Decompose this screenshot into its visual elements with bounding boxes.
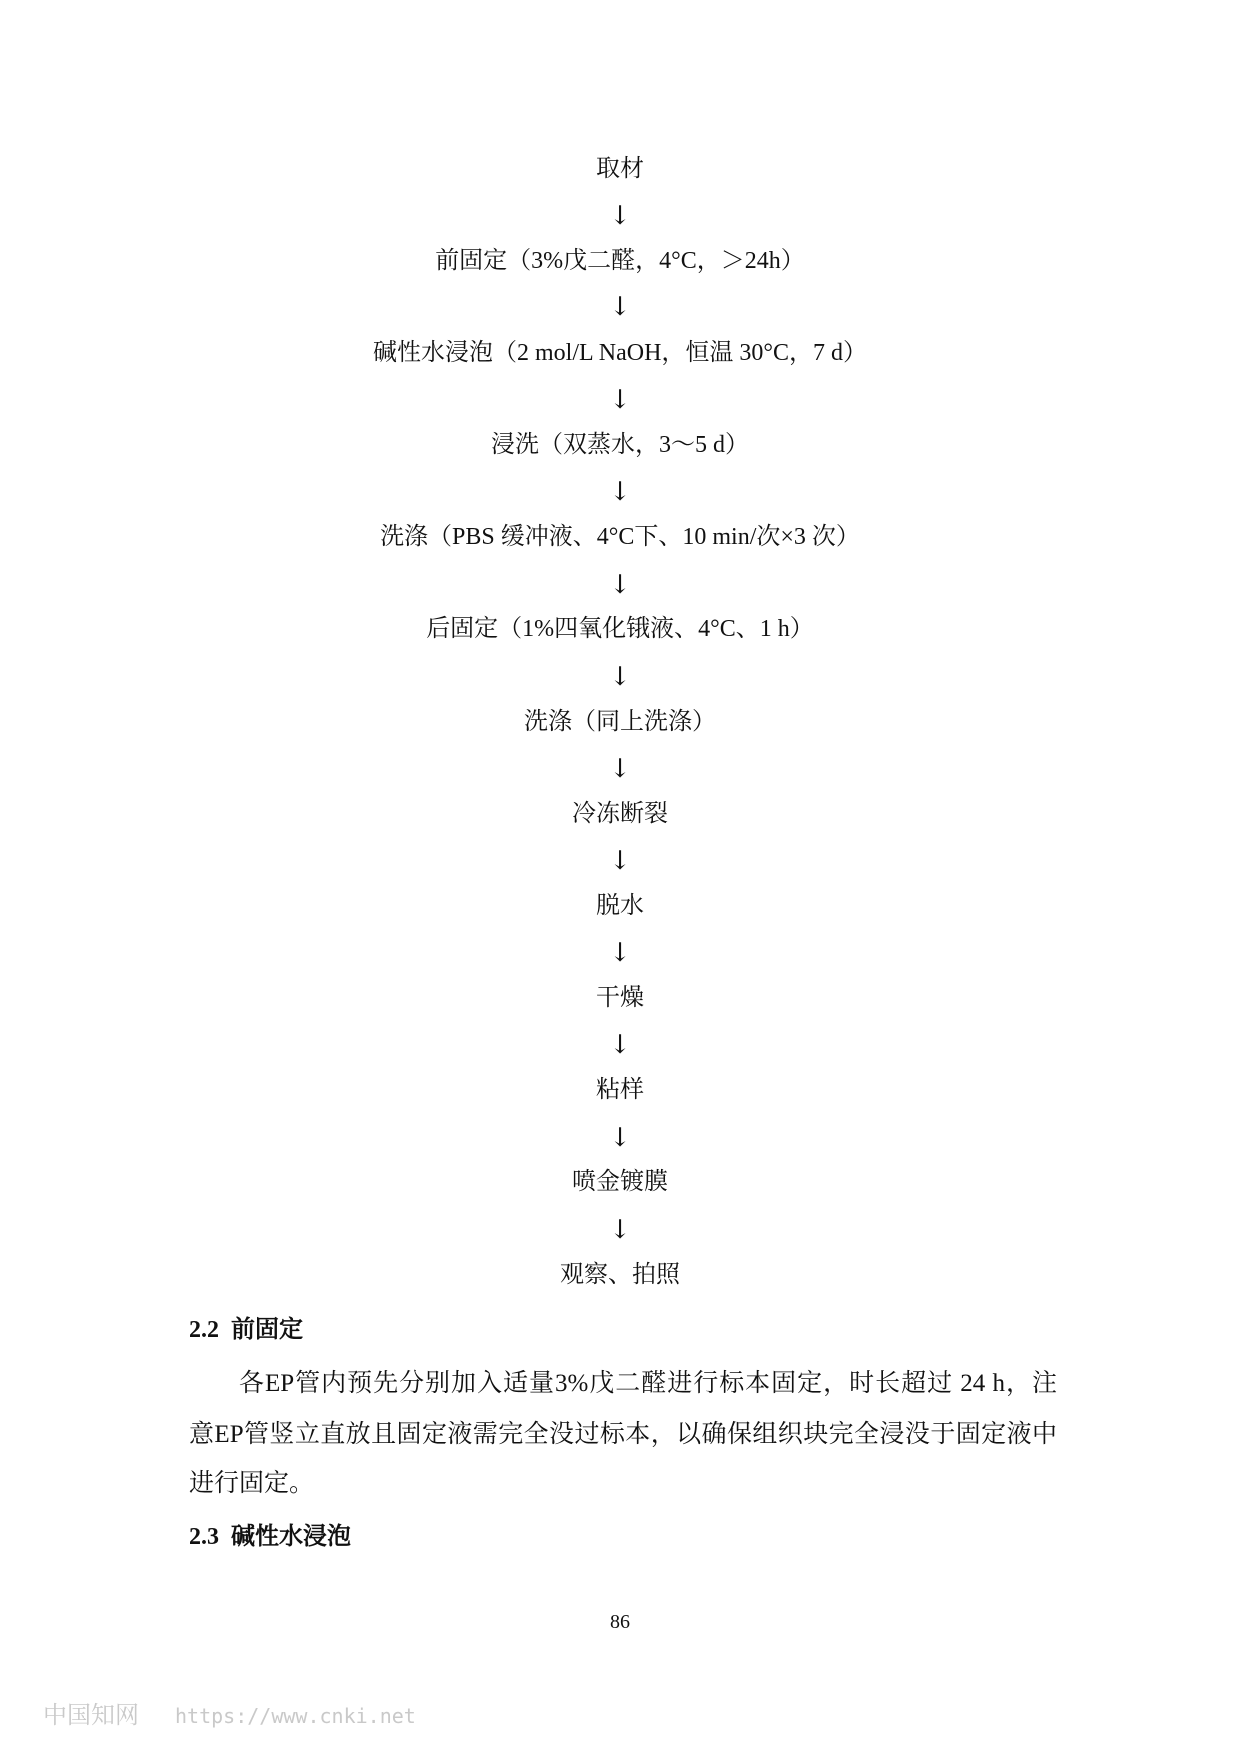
paragraph-line-3: 进行固定。 — [189, 1470, 315, 1497]
down-arrow-icon: ↓ — [609, 477, 631, 507]
section-title: 碱性水浸泡 — [231, 1524, 351, 1550]
flow-step-prefixation: 前固定（3%戊二醛，4°C，＞24h） — [435, 248, 805, 274]
flow-step-sampling: 取材 — [596, 156, 644, 182]
flow-step-wash-pbs: 洗涤（PBS 缓冲液、4°C下、10 min/次×3 次） — [380, 524, 860, 550]
watermark-url: https://www.cnki.net — [175, 1704, 416, 1728]
flow-step-alkaline-soak: 碱性水浸泡（2 mol/L NaOH，恒温 30°C，7 d） — [372, 340, 868, 366]
watermark-brand: 中国知网 — [43, 1701, 139, 1729]
flow-step-freeze-fracture: 冷冻断裂 — [572, 801, 668, 827]
flow-step-wash-repeat: 洗涤（同上洗涤） — [524, 709, 716, 735]
section-number: 2.3 — [189, 1524, 219, 1550]
section-title: 前固定 — [231, 1317, 303, 1343]
paragraph-line-2: 意EP管竖立直放且固定液需完全没过标本，以确保组织块完全浸没于固定液中 — [189, 1421, 1057, 1448]
flow-step-observe-photograph: 观察、拍照 — [560, 1262, 680, 1288]
down-arrow-icon: ↓ — [609, 938, 631, 968]
flow-step-rinse: 浸洗（双蒸水，3～5 d） — [491, 432, 749, 458]
flow-step-gold-coating: 喷金镀膜 — [572, 1169, 668, 1195]
down-arrow-icon: ↓ — [609, 1215, 631, 1245]
down-arrow-icon: ↓ — [609, 754, 631, 784]
down-arrow-icon: ↓ — [609, 1123, 631, 1153]
flow-step-mounting: 粘样 — [596, 1077, 644, 1103]
section-number: 2.2 — [189, 1317, 219, 1343]
down-arrow-icon: ↓ — [609, 292, 631, 322]
page-number: 86 — [610, 1611, 630, 1633]
flow-step-drying: 干燥 — [596, 985, 644, 1011]
down-arrow-icon: ↓ — [609, 201, 631, 231]
down-arrow-icon: ↓ — [609, 662, 631, 692]
down-arrow-icon: ↓ — [609, 1030, 631, 1060]
flow-step-postfixation: 后固定（1%四氧化锇液、4°C、1 h） — [426, 616, 814, 642]
section-heading-2-2 — [189, 1314, 303, 1346]
down-arrow-icon: ↓ — [609, 385, 631, 415]
watermark — [43, 1700, 416, 1730]
flow-step-dehydration: 脱水 — [596, 893, 644, 919]
paragraph-line-1: 各EP管内预先分别加入适量3%戊二醛进行标本固定，时长超过 24 h，注 — [239, 1370, 1057, 1397]
down-arrow-icon: ↓ — [609, 846, 631, 876]
section-heading-2-3 — [189, 1521, 351, 1553]
down-arrow-icon: ↓ — [609, 570, 631, 600]
